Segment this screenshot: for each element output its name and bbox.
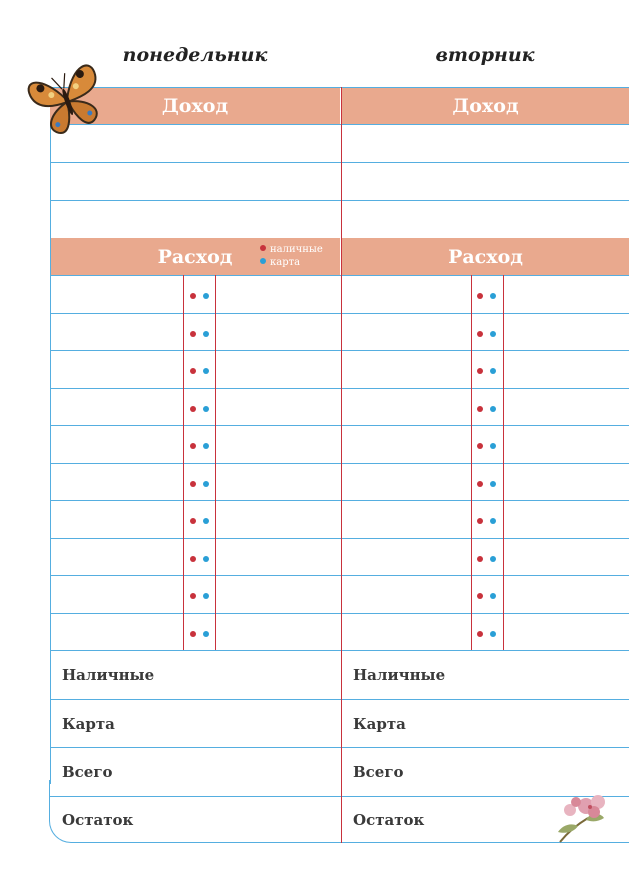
summary-cash-tuesday: Наличные <box>353 666 446 684</box>
cash-dot-icon <box>477 481 483 487</box>
legend-cash: наличные <box>270 244 323 255</box>
summary-balance-monday: Остаток <box>62 811 134 829</box>
summary-card-monday: Карта <box>62 715 115 733</box>
cash-dot-icon <box>190 593 196 599</box>
row-line <box>50 425 629 426</box>
row-line <box>50 747 629 748</box>
card-dot-icon <box>203 368 209 374</box>
row-line <box>50 388 629 389</box>
flower-icon <box>548 792 610 844</box>
butterfly-icon <box>26 58 108 142</box>
cash-dot-icon <box>190 556 196 562</box>
payment-legend <box>260 243 323 269</box>
cash-dot-icon <box>477 368 483 374</box>
row-line <box>50 650 629 651</box>
cash-dot-icon <box>190 518 196 524</box>
cash-dot-icon <box>190 631 196 637</box>
row-line <box>50 87 629 88</box>
cash-dot-icon <box>477 593 483 599</box>
card-dot-icon <box>203 593 209 599</box>
card-dot-icon <box>490 406 496 412</box>
cash-dot-icon <box>190 368 196 374</box>
card-dot-icon <box>490 593 496 599</box>
day-title-monday: понедельник <box>122 44 268 66</box>
card-dot-icon <box>203 518 209 524</box>
cash-dot-icon <box>190 406 196 412</box>
cash-dot-icon <box>477 518 483 524</box>
row-line <box>50 313 629 314</box>
card-dot-icon <box>490 443 496 449</box>
payment-column-line <box>503 275 504 650</box>
legend-card: карта <box>270 257 301 268</box>
payment-column-line <box>215 275 216 650</box>
card-dot-icon <box>490 481 496 487</box>
left-border <box>50 124 51 784</box>
cash-dot-icon <box>260 245 266 251</box>
card-dot-icon <box>203 631 209 637</box>
expense-label-monday: Расход <box>157 246 233 268</box>
cash-dot-icon <box>190 331 196 337</box>
row-line <box>50 500 629 501</box>
row-line <box>50 699 629 700</box>
cash-dot-icon <box>477 331 483 337</box>
summary-card-tuesday: Карта <box>353 715 406 733</box>
cash-dot-icon <box>190 293 196 299</box>
card-dot-icon <box>490 293 496 299</box>
payment-column-line <box>471 275 472 650</box>
card-dot-icon <box>260 258 266 264</box>
cash-dot-icon <box>477 556 483 562</box>
cash-dot-icon <box>190 443 196 449</box>
income-label-monday: Доход <box>161 95 229 117</box>
card-dot-icon <box>203 556 209 562</box>
expense-label-tuesday: Расход <box>448 246 523 268</box>
row-line <box>50 124 629 125</box>
card-dot-icon <box>203 331 209 337</box>
card-dot-icon <box>490 368 496 374</box>
row-line <box>50 538 629 539</box>
payment-column-line <box>183 275 184 650</box>
row-line <box>50 575 629 576</box>
card-dot-icon <box>203 443 209 449</box>
summary-balance-tuesday: Остаток <box>353 811 425 829</box>
card-dot-icon <box>203 481 209 487</box>
card-dot-icon <box>490 331 496 337</box>
row-line <box>50 350 629 351</box>
cash-dot-icon <box>477 631 483 637</box>
card-dot-icon <box>203 406 209 412</box>
card-dot-icon <box>203 293 209 299</box>
card-dot-icon <box>490 518 496 524</box>
row-line <box>50 200 629 201</box>
summary-cash-monday: Наличные <box>62 666 155 684</box>
cash-dot-icon <box>477 406 483 412</box>
row-line <box>50 796 629 797</box>
row-line <box>50 463 629 464</box>
card-dot-icon <box>490 631 496 637</box>
summary-total-monday: Всего <box>62 763 113 781</box>
row-line <box>50 275 629 276</box>
row-line <box>50 162 629 163</box>
day-divider <box>341 87 342 843</box>
cash-dot-icon <box>190 481 196 487</box>
cash-dot-icon <box>477 293 483 299</box>
income-label-tuesday: Доход <box>452 95 519 117</box>
summary-total-tuesday: Всего <box>353 763 404 781</box>
card-dot-icon <box>490 556 496 562</box>
day-title-tuesday: вторник <box>435 44 535 66</box>
cash-dot-icon <box>477 443 483 449</box>
row-line <box>50 613 629 614</box>
